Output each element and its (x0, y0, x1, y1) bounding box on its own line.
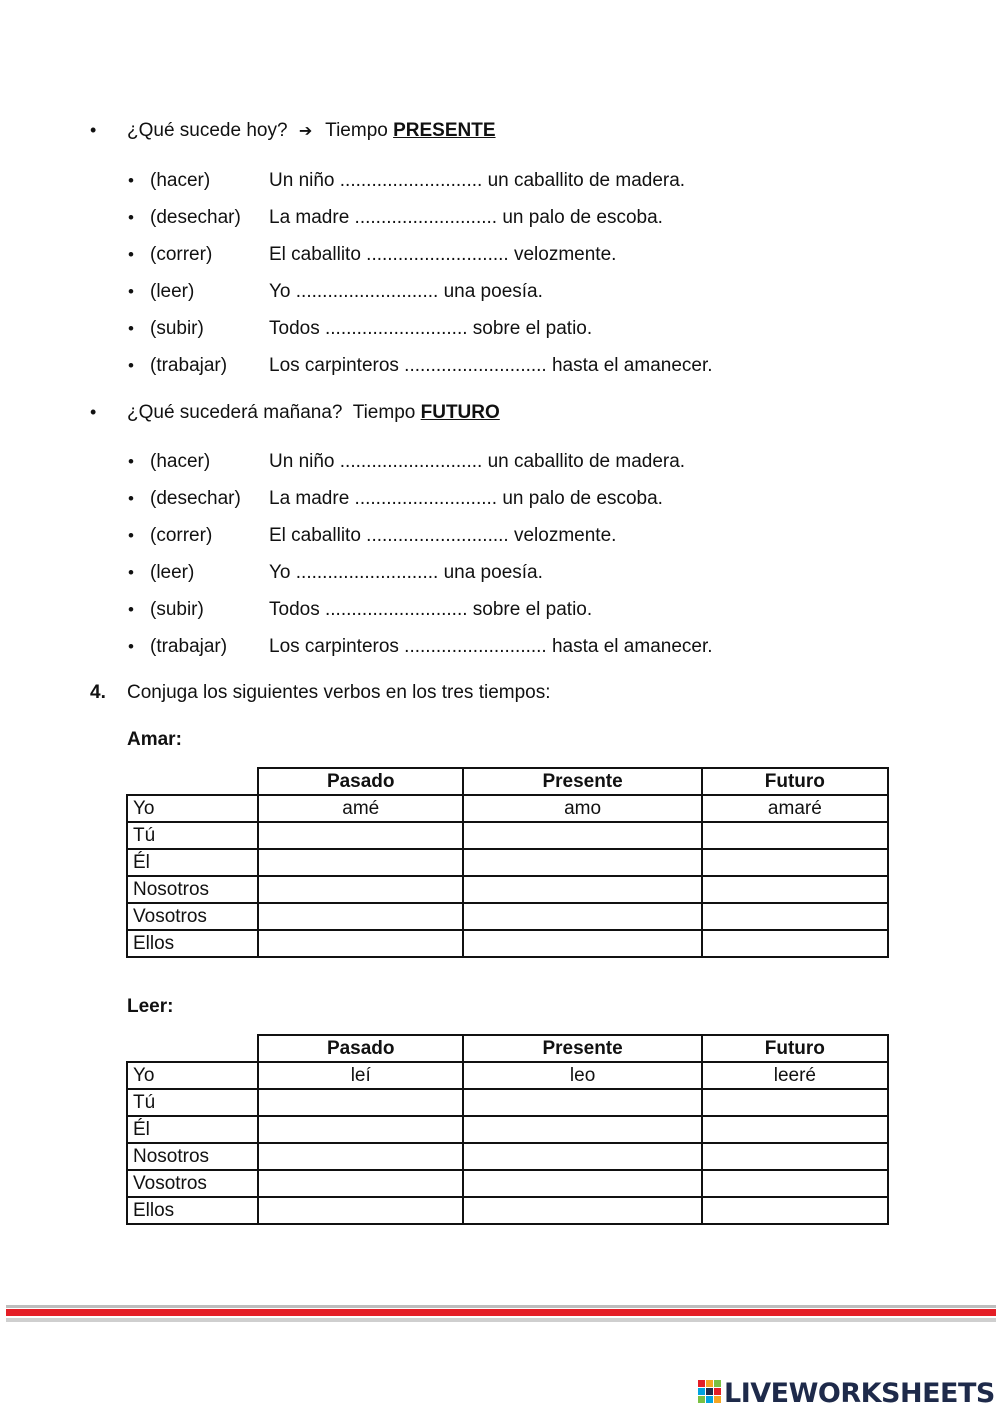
futuro-cell[interactable] (702, 903, 888, 930)
futuro-cell[interactable] (702, 822, 888, 849)
pasado-cell[interactable] (258, 903, 463, 930)
pronoun-cell: Tú (127, 1089, 258, 1116)
bullet-icon: • (128, 282, 134, 301)
footer-rule-shadow (6, 1305, 996, 1308)
pronoun-cell: Él (127, 849, 258, 876)
present-tense-prefix: Tiempo (325, 120, 388, 141)
footer-rule-shadow (6, 1318, 996, 1322)
bullet-icon: • (128, 600, 134, 619)
sentence: Yo ........................... una poesía. (269, 281, 543, 302)
verb-label: (hacer) (150, 451, 211, 472)
futuro-cell[interactable] (702, 930, 888, 957)
bullet-icon: • (128, 208, 134, 227)
sentence: Todos ........................... sobre el patio. (269, 318, 593, 339)
header-presente: Presente (463, 768, 701, 795)
pronoun-cell: Yo (127, 1062, 258, 1089)
verb-label: (subir) (150, 318, 204, 339)
table-title-leer: Leer: (127, 996, 174, 1017)
verb-label: (trabajar) (150, 636, 228, 657)
present-heading (90, 120, 496, 142)
bullet-icon: • (90, 120, 97, 140)
table-row (127, 1143, 888, 1170)
sentence: El caballito ........................... velozmente. (269, 525, 617, 546)
futuro-cell[interactable]: leeré (702, 1062, 888, 1089)
sentence: Los carpinteros ........................... hasta el amanecer. (269, 355, 713, 376)
bullet-icon: • (128, 356, 134, 375)
pasado-cell[interactable] (258, 822, 463, 849)
footer-rule (6, 1309, 996, 1316)
sentence: Yo ........................... una poesía. (269, 562, 543, 583)
sentence: Todos ........................... sobre el patio. (269, 599, 593, 620)
future-tense-label: FUTURO (420, 402, 500, 423)
sentence: La madre ........................... un palo de escoba. (269, 207, 663, 228)
bullet-icon: • (128, 171, 134, 190)
pronoun-cell: Nosotros (127, 1143, 258, 1170)
arrow-right-icon: ➔ (298, 123, 313, 140)
table-title-amar: Amar: (127, 729, 182, 750)
logo-blocks-icon (698, 1380, 722, 1408)
verb-label: (subir) (150, 599, 204, 620)
bullet-icon: • (128, 489, 134, 508)
pronoun-cell: Ellos (127, 930, 258, 957)
exercise-number: 4. (90, 682, 106, 703)
pasado-cell[interactable] (258, 1197, 463, 1224)
futuro-cell[interactable]: amaré (702, 795, 888, 822)
presente-cell[interactable] (463, 1197, 701, 1224)
futuro-cell[interactable] (702, 876, 888, 903)
sentence: La madre ........................... un palo de escoba. (269, 488, 663, 509)
bullet-icon: • (128, 245, 134, 264)
future-question: ¿Qué sucederá mañana? (127, 402, 343, 423)
presente-cell[interactable] (463, 1143, 701, 1170)
pasado-cell[interactable] (258, 876, 463, 903)
futuro-cell[interactable] (702, 1143, 888, 1170)
header-pasado: Pasado (258, 768, 463, 795)
conjugation-table-leer (126, 1034, 889, 1225)
futuro-cell[interactable] (702, 1116, 888, 1143)
table-row (127, 1062, 888, 1089)
sentence: Un niño ........................... un caballito de madera. (269, 170, 686, 191)
verb-label: (leer) (150, 281, 195, 302)
sentence: Los carpinteros ........................... hasta el amanecer. (269, 636, 713, 657)
presente-cell[interactable] (463, 1116, 701, 1143)
pasado-cell[interactable]: leí (258, 1062, 463, 1089)
table-row (127, 822, 888, 849)
bullet-icon: • (128, 526, 134, 545)
futuro-cell[interactable] (702, 1089, 888, 1116)
presente-cell[interactable] (463, 876, 701, 903)
pronoun-cell: Vosotros (127, 1170, 258, 1197)
presente-cell[interactable] (463, 930, 701, 957)
pasado-cell[interactable] (258, 1143, 463, 1170)
table-row (127, 849, 888, 876)
presente-cell[interactable]: leo (463, 1062, 701, 1089)
header-futuro: Futuro (702, 768, 888, 795)
header-presente: Presente (463, 1035, 701, 1062)
verb-label: (leer) (150, 562, 195, 583)
bullet-icon: • (128, 563, 134, 582)
conjugation-table-amar (126, 767, 889, 958)
bullet-icon: • (90, 402, 97, 422)
pasado-cell[interactable] (258, 930, 463, 957)
presente-cell[interactable] (463, 1089, 701, 1116)
bullet-icon: • (128, 637, 134, 656)
table-row (127, 1089, 888, 1116)
table-row (127, 930, 888, 957)
present-question: ¿Qué sucede hoy? (127, 120, 288, 141)
presente-cell[interactable] (463, 1170, 701, 1197)
brand-name: LIVEWORKSHEETS (724, 1378, 995, 1409)
presente-cell[interactable] (463, 822, 701, 849)
table-row (127, 1197, 888, 1224)
pronoun-cell: Nosotros (127, 876, 258, 903)
table-header-row (127, 768, 888, 795)
pronoun-cell: Ellos (127, 1197, 258, 1224)
table-row (127, 1116, 888, 1143)
exercise-instruction: Conjuga los siguientes verbos en los tres tiempos: (127, 682, 551, 703)
table-header-row (127, 1035, 888, 1062)
bullet-icon: • (128, 319, 134, 338)
presente-cell[interactable]: amo (463, 795, 701, 822)
sentence: Un niño ........................... un caballito de madera. (269, 451, 686, 472)
verb-label: (desechar) (150, 488, 241, 509)
verb-label: (hacer) (150, 170, 211, 191)
presente-cell[interactable] (463, 903, 701, 930)
pronoun-cell: Él (127, 1116, 258, 1143)
pronoun-cell: Yo (127, 795, 258, 822)
header-futuro: Futuro (702, 1035, 888, 1062)
table-row (127, 876, 888, 903)
sentence: El caballito ........................... velozmente. (269, 244, 617, 265)
pasado-cell[interactable] (258, 849, 463, 876)
futuro-cell[interactable] (702, 1197, 888, 1224)
future-tense-prefix: Tiempo (352, 402, 416, 423)
pronoun-cell: Vosotros (127, 903, 258, 930)
pasado-cell[interactable] (258, 1089, 463, 1116)
verb-label: (trabajar) (150, 355, 228, 376)
verb-label: (correr) (150, 525, 213, 546)
pasado-cell[interactable] (258, 1170, 463, 1197)
pasado-cell[interactable] (258, 1116, 463, 1143)
exercise-heading (90, 682, 551, 704)
future-heading (90, 402, 500, 424)
table-row (127, 795, 888, 822)
present-tense-label: PRESENTE (393, 120, 496, 141)
verb-label: (correr) (150, 244, 213, 265)
verb-label: (desechar) (150, 207, 241, 228)
header-pasado: Pasado (258, 1035, 463, 1062)
header-blank (127, 1035, 258, 1062)
header-blank (127, 768, 258, 795)
liveworksheets-logo[interactable] (698, 1378, 994, 1410)
table-row (127, 1170, 888, 1197)
futuro-cell[interactable] (702, 849, 888, 876)
futuro-cell[interactable] (702, 1170, 888, 1197)
pasado-cell[interactable]: amé (258, 795, 463, 822)
presente-cell[interactable] (463, 849, 701, 876)
pronoun-cell: Tú (127, 822, 258, 849)
bullet-icon: • (128, 452, 134, 471)
table-row (127, 903, 888, 930)
